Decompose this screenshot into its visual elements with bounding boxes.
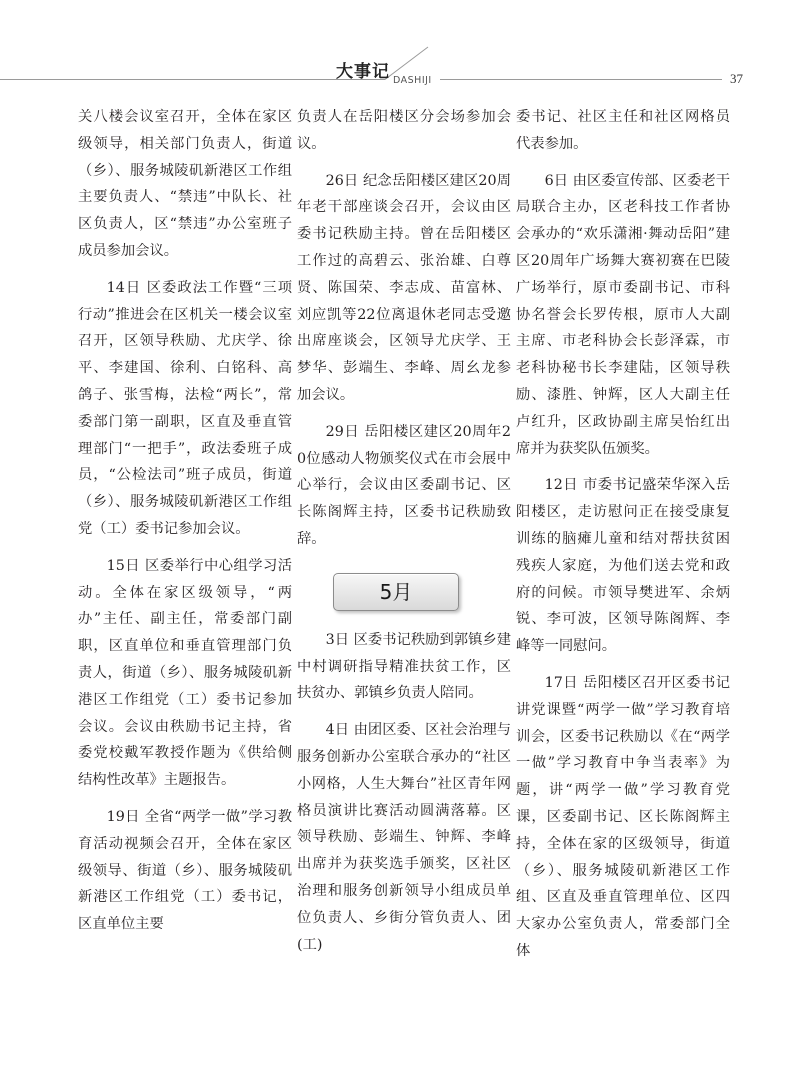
text-column-2 xyxy=(297,104,511,968)
paragraph: 14日 区委政法工作暨“三项行动”推进会在区机关一楼会议室召开，区领导秩励、尤庆学、徐平、李建国、徐利、白铭科、高鸽子、张雪梅，法检“两长”，常委部门第一副职，区直及垂直管理部门“一把手”，政法委班子成员，“公检法司”班子成员，街道（乡）、服务城陵矶新港区工作组党（工）委书记参加会议。 xyxy=(78,279,292,537)
paragraph: 15日 区委举行中心组学习活动。全体在家区级领导，“两办”主任、副主任，常委部门副职，区直单位和垂直管理部门负责人，街道（乡）、服务城陵矶新港区工作组党（工）委书记参加会议。会议由秩励书记主持，省委党校戴军教授作题为《供给侧结构性改革》主题报告。 xyxy=(78,557,292,789)
page-number: 37 xyxy=(730,71,743,86)
paragraph: 29日 岳阳楼区建区20周年20位感动人物颁奖仪式在市会展中心举行，会议由区委副书记、区长陈阁辉主持，区委书记秩励致辞。 xyxy=(297,423,511,547)
paragraph: 6日 由区委宣传部、区委老干局联合主办，区老科技工作者协会承办的“欢乐潇湘·舞动岳阳”建区20周年广场舞大赛初赛在巴陵广场举行，原市委副书记、市科协名誉会长罗传根，原市人大副主席、市老科协会长彭泽霖，市老科协秘书长李建陆，区领导秩励、漆胜、钟辉，区人大副主任卢红升，区政协副主席吴怡红出席并为获奖队伍颁奖。 xyxy=(516,172,730,457)
text-column-1 xyxy=(78,104,292,948)
page-header xyxy=(0,0,793,100)
section-title: 大事记 xyxy=(336,62,390,82)
paragraph: 关八楼会议室召开，全体在家区级领导，相关部门负责人，街道（乡）、服务城陵矶新港区工作组主要负责人、“禁违”中队长、社区负责人，区“禁违”办公室班子成员参加会议。 xyxy=(78,109,292,259)
paragraph: 17日 岳阳楼区召开区委书记讲党课暨“两学一做”学习教育培训会，区委书记秩励以《在“两学一做”学习教育中争当表率》为题，讲“两学一做”学习教育党课，区委副书记、区长陈阁辉主持，全体在家的区级领导，街道（乡）、服务城陵矶新港区工作组、区直及垂直管理单位、区四大家办公室负责人，常委部门全体 xyxy=(516,674,730,959)
section-subtitle: DASHIJI xyxy=(393,75,432,86)
month-heading: 5月 xyxy=(379,579,413,604)
paragraph: 26日 纪念岳阳楼区建区20周年老干部座谈会召开，会议由区委书记秩励主持。曾在岳阳楼区工作过的高碧云、张治雄、白尊贤、陈国荣、李志成、苗富林、刘应凯等22位离退休老同志受邀出席座谈会，区领导尤庆学、王梦华、彭端生、李峰、周幺龙参加会议。 xyxy=(297,172,511,403)
text-column-3 xyxy=(516,104,730,975)
paragraph: 委书记、社区主任和社区网格员代表参加。 xyxy=(516,109,730,152)
paragraph: 负责人在岳阳楼区分会场参加会议。 xyxy=(297,109,511,152)
paragraph: 19日 全省“两学一做”学习教育活动视频会召开，全体在家区级领导、街道（乡）、服务城陵矶新港区工作组党（工）委书记，区直单位主要 xyxy=(78,808,292,933)
paragraph: 3日 区委书记秩励到郭镇乡建中村调研指导精准扶贫工作，区扶贫办、郭镇乡负责人陪同。 xyxy=(297,631,511,702)
month-heading-box xyxy=(333,573,459,611)
paragraph: 12日 市委书记盛荣华深入岳阳楼区，走访慰问正在接受康复训练的脑瘫儿童和结对帮扶贫困残疾人家庭，为他们送去党和政府的问候。市领导樊进军、余炳锐、李可波，区领导陈阁辉、李峰等一同慰问。 xyxy=(516,477,730,655)
paragraph: 4日 由团区委、区社会治理与服务创新办公室联合承办的“社区小网格，人生大舞台”社区青年网格员演讲比赛活动圆满落幕。区领导秩励、彭端生、钟辉、李峰出席并为获奖选手颁奖，区社区治理和服务创新领导小组成员单位负责人、乡街分管负责人、团(工) xyxy=(297,722,511,953)
